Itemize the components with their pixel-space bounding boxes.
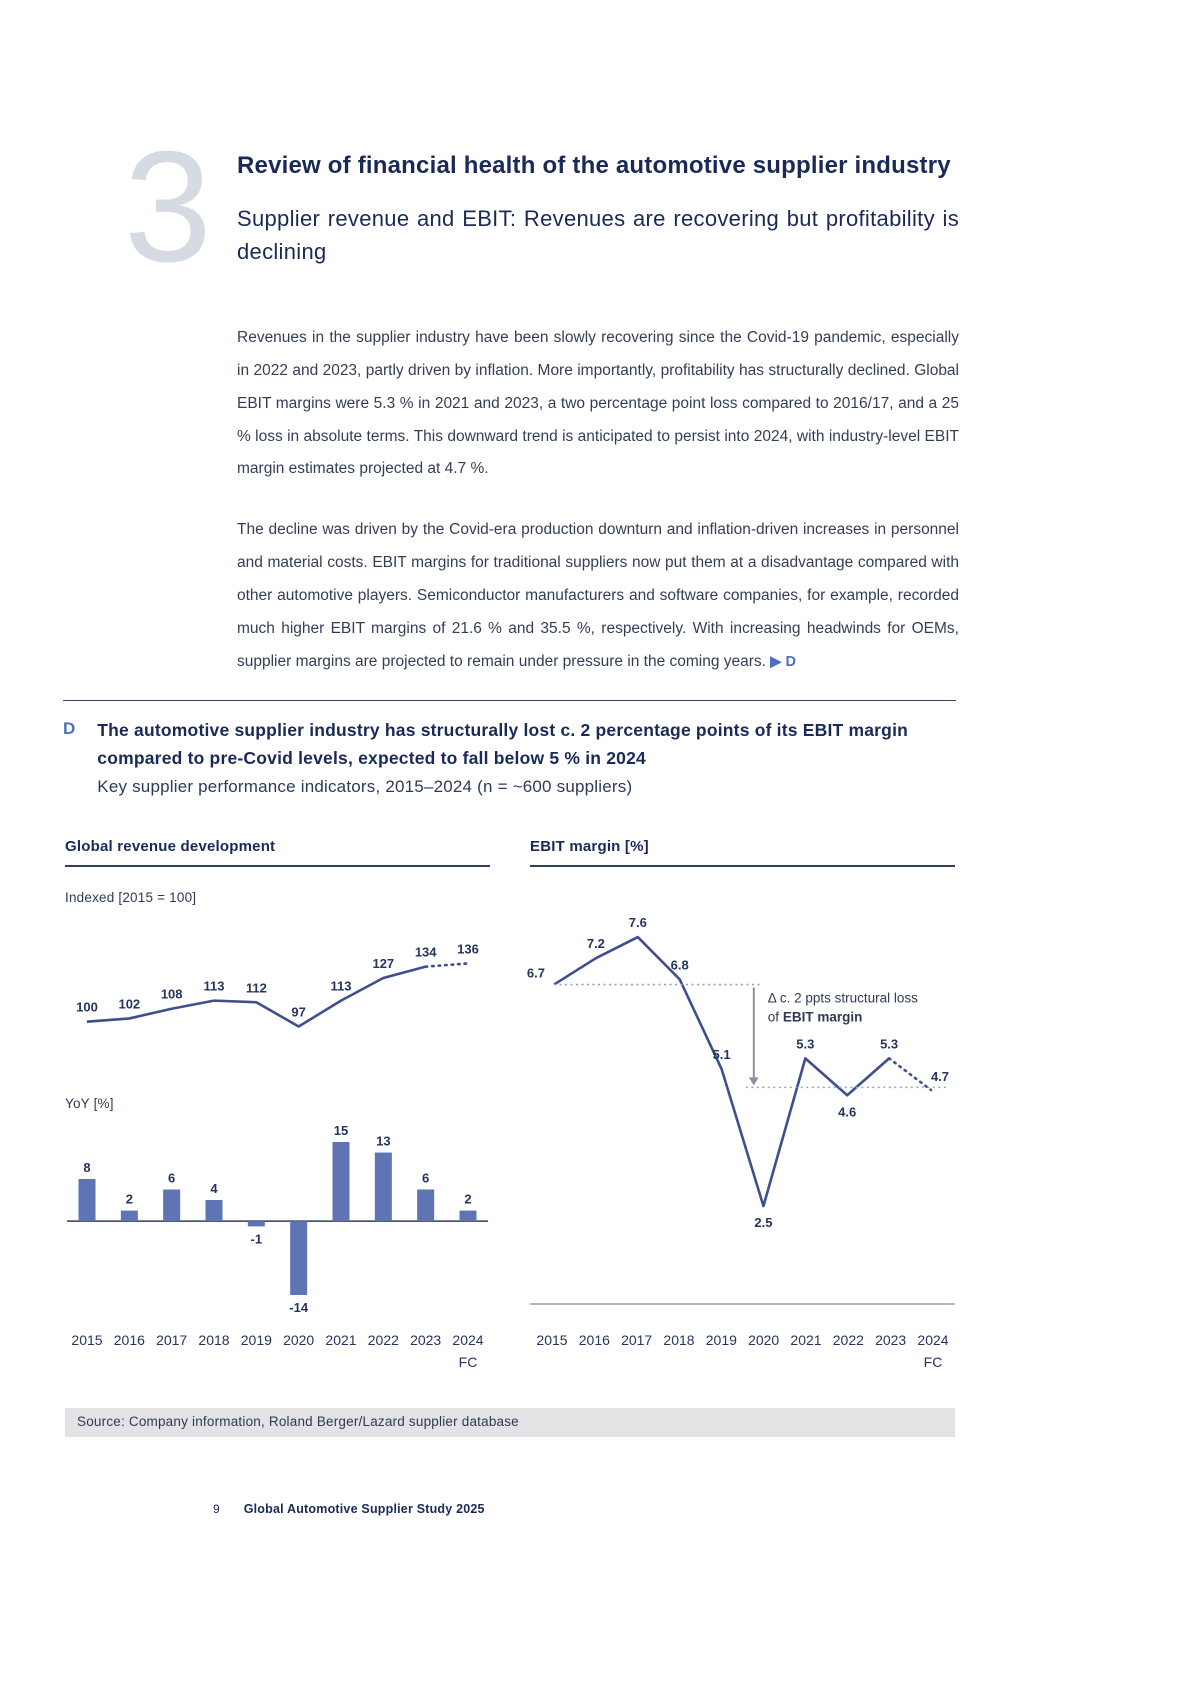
forecast-label: FC [458,1354,478,1370]
heading-block [237,150,959,268]
yoy-bar [333,1142,350,1221]
axis-year-label: 2023 [410,1332,442,1348]
yoy-value-label: 6 [422,1170,430,1186]
axis-year-label: 2023 [875,1332,907,1348]
document-title: Global Automotive Supplier Study 2025 [243,1502,485,1516]
axis-year-label: 2021 [790,1332,822,1348]
yoy-value-label: 6 [168,1170,176,1186]
axis-year-label: 2017 [156,1332,188,1348]
axis-year-label: 2020 [748,1332,780,1348]
yoy-value-label: -14 [289,1300,309,1315]
ebit_margin-value-label: 6.7 [526,965,545,981]
yoy-bar [460,1211,477,1222]
ebit-x-axis-years [530,1332,955,1378]
ebit_margin-value-label: 2.5 [754,1215,773,1230]
paragraph-2-text: The decline was driven by the Covid-era production downturn and inflation-driven increases in personnel and material costs. EBIT margins for traditional suppliers now put them at a disadvantage compared with other automotive players. Semiconductor manufacturers and software companies, for example, recorded much higher EBIT margins of 21.6 % and 35.5 %, respectively. With increasing headwinds for OEMs, supplier margins are projected to remain under pressure in the coming years. [237,521,959,670]
page-footer [213,1502,485,1516]
ebit_margin-value-label: 5.3 [880,1036,899,1052]
ebit_margin-value-label: 5.1 [712,1046,731,1062]
revenue_index-value-label: 113 [203,978,225,994]
annotation-line-1: Δ c. 2 ppts structural loss [767,990,918,1006]
yoy-value-label: 8 [83,1159,91,1175]
figure-caption [97,716,960,797]
axis-year-label: 2015 [71,1332,103,1348]
ebit-panel-title: EBIT margin [%] [530,838,955,867]
body-text [237,322,959,679]
yoy-value-label: 2 [464,1191,472,1207]
revenue_index-value-label: 100 [76,999,98,1015]
revenue-yoy-bar-chart [65,1120,490,1325]
ebit-margin-line-chart [526,876,955,1306]
revenue_index-value-label: 108 [160,986,183,1002]
section-divider [63,700,956,701]
revenue-yoy-unit-label: YoY [%] [65,1096,114,1111]
revenue-x-axis-years [65,1332,490,1378]
axis-year-label: 2021 [325,1332,357,1348]
delta-arrow-head [749,1077,759,1085]
section-subtitle: Supplier revenue and EBIT: Revenues are recovering but profitability is declining [237,206,959,265]
revenue_index-line-forecast [426,963,468,966]
axis-year-label: 2024 [452,1332,484,1348]
axis-year-label: 2019 [240,1332,272,1348]
ebit_margin-value-label: 7.6 [628,915,647,931]
axis-year-label: 2022 [832,1332,864,1348]
axis-year-label: 2022 [367,1332,399,1348]
axis-year-label: 2016 [578,1332,610,1348]
yoy-value-label: 13 [376,1133,391,1149]
yoy-bar [417,1189,434,1221]
axis-year-label: 2019 [705,1332,737,1348]
axis-year-label: 2018 [663,1332,695,1348]
revenue-panel-title: Global revenue development [65,838,490,867]
ebit_margin-line [554,937,889,1206]
ebit_margin-value-label: 7.2 [586,936,605,952]
yoy-bar [290,1221,307,1295]
yoy-bar [121,1211,138,1222]
figure-reference-marker: ▶ D [770,653,796,670]
yoy-value-label: 15 [333,1123,349,1138]
yoy-bar [79,1179,96,1221]
revenue_index-value-label: 134 [414,944,437,960]
figure-letter: D [63,719,76,738]
revenue_index-value-label: 97 [291,1004,306,1020]
yoy-bar [206,1200,223,1221]
forecast-label: FC [923,1354,943,1370]
yoy-value-label: 2 [125,1191,133,1207]
revenue_index-value-label: 127 [372,955,395,971]
revenue-index-unit-label: Indexed [2015 = 100] [65,890,197,905]
source-note: Source: Company information, Roland Berger/Lazard supplier database [65,1408,955,1437]
figure-title: The automotive supplier industry has structurally lost c. 2 percentage points of its EBIT margin compared to pre-Covid levels, expected to fall below 5 % in 2024 [97,720,909,769]
yoy-value-label: -1 [250,1231,263,1247]
axis-year-label: 2024 [917,1332,949,1348]
axis-year-label: 2015 [536,1332,568,1348]
ebit_margin-value-label: 6.8 [670,957,689,973]
yoy-bar [375,1153,392,1222]
revenue-index-line-chart [65,914,490,1049]
axis-year-label: 2016 [113,1332,145,1348]
yoy-bar [248,1221,265,1226]
axis-year-label: 2018 [198,1332,230,1348]
axis-year-label: 2020 [283,1332,315,1348]
revenue_index-value-label: 102 [118,996,141,1012]
chapter-title: Review of financial health of the automotive supplier industry [237,152,951,179]
ebit_margin-value-label: 4.7 [930,1069,950,1084]
page-number: 9 [213,1502,220,1516]
axis-year-label: 2017 [621,1332,653,1348]
yoy-value-label: 4 [210,1181,218,1197]
revenue_index-value-label: 112 [245,980,267,996]
revenue_index-value-label: 113 [330,978,352,994]
chapter-number: 3 [124,119,208,295]
ebit_margin-value-label: 4.6 [838,1104,857,1120]
ebit_margin-value-label: 5.3 [796,1036,815,1052]
yoy-bar [163,1189,180,1221]
annotation-line-2: of EBIT margin [767,1009,863,1025]
figure-header [63,716,960,797]
paragraph-1: Revenues in the supplier industry have been slowly recovering since the Covid-19 pandemic, especially in 2022 and 2023, partly driven by inflation. More importantly, profitability has structurally declined. Global EBIT margins were 5.3 % in 2021 and 2023, a two percentage point loss compared to 2016/17, and a 25 % loss in absolute terms. This downward trend is anticipated to persist into 2024, with industry-level EBIT margin estimates projected at 4.7 %. [237,329,959,478]
revenue_index-value-label: 136 [457,941,479,957]
paragraph-2 [237,514,959,678]
figure-subtitle: Key supplier performance indicators, 2015–2024 (n = ~600 suppliers) [97,776,633,796]
ebit_margin-line-forecast [889,1058,931,1090]
